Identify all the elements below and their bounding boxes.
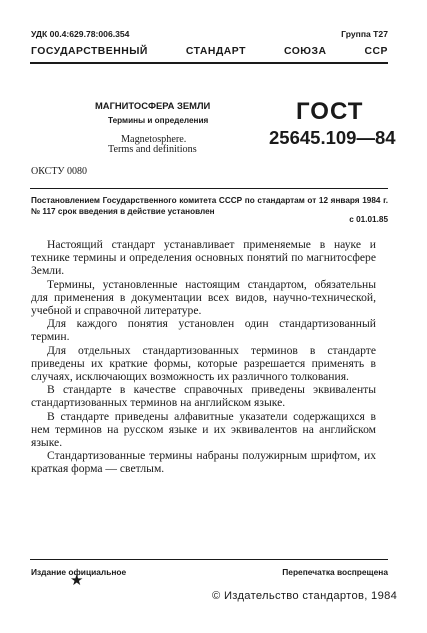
- paragraph: Для отдельных стандартизованных терминов в стандарте приведены их краткие формы, которые разрешается применять в случаях, исключающих возможность их различного толкования.: [31, 343, 376, 384]
- banner-word: ССР: [364, 46, 388, 57]
- effective-date: с 01.01.85: [349, 215, 388, 224]
- paragraph: Настоящий стандарт устанавливает применяемые в науке и технике термины и определения основных понятий по магнитосфере Земли.: [31, 238, 376, 278]
- banner-word: СОЮЗА: [283, 46, 327, 57]
- footer-rule: [30, 559, 388, 560]
- paragraph: В стандарте в качестве справочных приведены эквиваленты стандартизованных терминов на английском языке.: [31, 383, 376, 410]
- okstu-code: ОКСТУ 0080: [31, 166, 88, 177]
- document-title-en: Magnetosphere.: [121, 134, 187, 145]
- star-icon: ★: [70, 573, 84, 589]
- paragraph: Стандартизованные термины набраны полужирным шрифтом, их краткая форма — светлым.: [31, 449, 376, 476]
- document-subtitle-ru: Термины и определения: [108, 116, 209, 125]
- paragraph: Для каждого понятия установлен один стандартизованный термин.: [31, 317, 376, 344]
- decree-text: Постановлением Государственного комитета СССР по стандартам от 12 января 1984 г. № 117 срок введения в действие установлен: [31, 196, 388, 216]
- banner-word: СТАНДАРТ: [185, 46, 246, 57]
- copyright: © Издательство стандартов, 1984: [212, 590, 398, 602]
- body-text: [31, 238, 376, 476]
- udk-code: УДК 00.4:629.78:006.354: [31, 29, 130, 39]
- gost-label: ГОСТ: [296, 98, 364, 125]
- group-code: Группа Т27: [341, 29, 388, 39]
- paragraph: Термины, установленные настоящим стандартом, обязательны для применения в документации всех видов, научно-технической, учебной и справочной литературе.: [31, 277, 376, 318]
- gost-number: 25645.109—84: [269, 127, 396, 148]
- document-title-ru: МАГНИТОСФЕРА ЗЕМЛИ: [95, 100, 211, 111]
- paragraph: В стандарте приведены алфавитные указатели содержащихся в нем терминов на русском языке и их эквивалентов на английском языке.: [31, 409, 376, 450]
- banner-word: ГОСУДАРСТВЕННЫЙ: [31, 46, 148, 57]
- document-subtitle-en: Terms and definitions: [108, 144, 197, 155]
- official-edition-label: Издание официальное: [31, 567, 127, 577]
- reprint-notice: Перепечатка воспрещена: [282, 567, 388, 577]
- header-rule: [30, 62, 388, 64]
- standard-banner: [31, 46, 388, 57]
- section-rule: [30, 188, 388, 189]
